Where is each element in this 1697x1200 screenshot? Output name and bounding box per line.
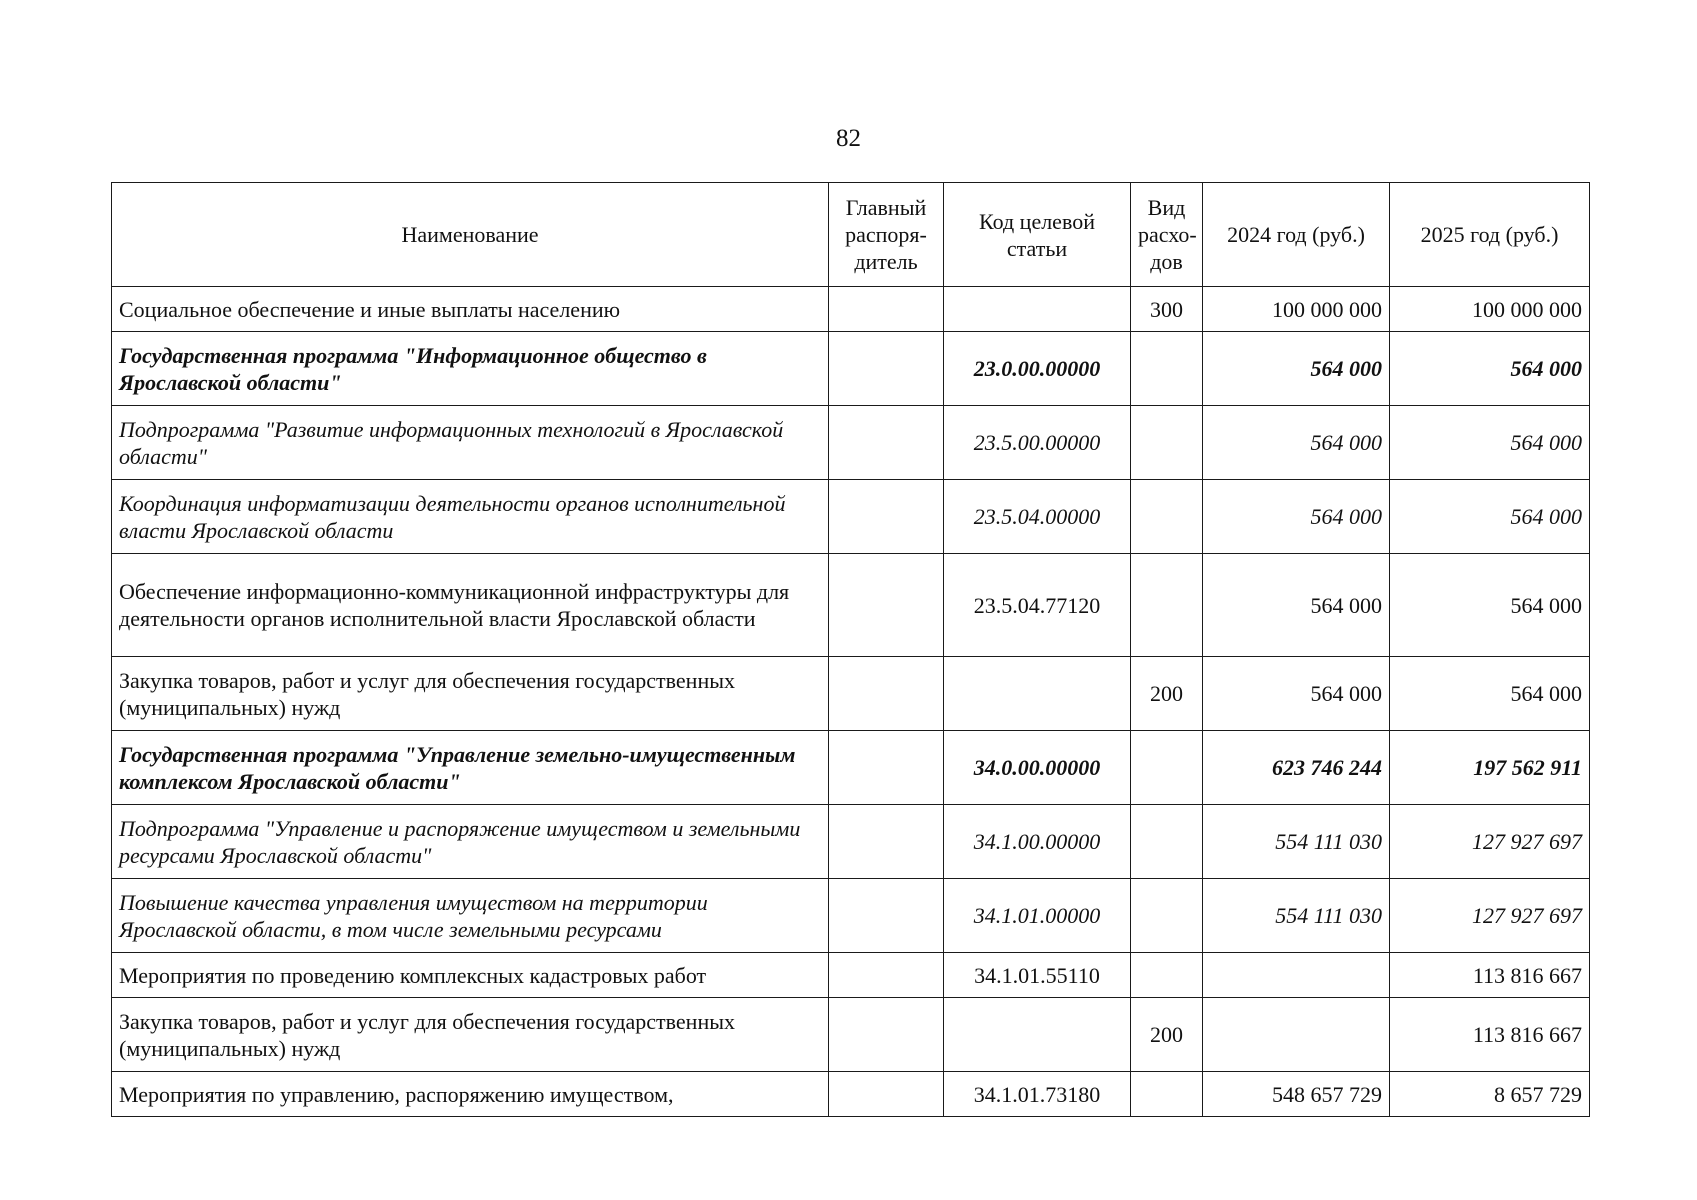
table-row bbox=[112, 406, 1590, 480]
cell-2024: 564 000 bbox=[1203, 554, 1390, 657]
cell-code: 34.1.01.55110 bbox=[944, 953, 1131, 998]
cell-2025: 564 000 bbox=[1390, 554, 1590, 657]
table-row bbox=[112, 554, 1590, 657]
cell-admin bbox=[829, 287, 944, 332]
cell-kind bbox=[1131, 879, 1203, 953]
cell-2025: 127 927 697 bbox=[1390, 805, 1590, 879]
cell-2025: 564 000 bbox=[1390, 332, 1590, 406]
cell-admin bbox=[829, 1072, 944, 1117]
cell-kind bbox=[1131, 332, 1203, 406]
cell-admin bbox=[829, 480, 944, 554]
cell-code bbox=[944, 287, 1131, 332]
cell-2025: 100 000 000 bbox=[1390, 287, 1590, 332]
cell-name: Подпрограмма "Развитие информационных технологий в Ярославской области" bbox=[112, 406, 829, 480]
cell-admin bbox=[829, 657, 944, 731]
cell-kind bbox=[1131, 731, 1203, 805]
cell-2025: 564 000 bbox=[1390, 480, 1590, 554]
cell-admin bbox=[829, 731, 944, 805]
cell-name: Закупка товаров, работ и услуг для обеспечения государственных (муниципальных) нужд bbox=[112, 998, 829, 1072]
cell-kind bbox=[1131, 953, 1203, 998]
column-header-code: Код целевой статьи bbox=[944, 183, 1131, 287]
cell-admin bbox=[829, 554, 944, 657]
cell-2025: 113 816 667 bbox=[1390, 953, 1590, 998]
table-row bbox=[112, 879, 1590, 953]
page-number: 82 bbox=[836, 125, 861, 152]
table-row bbox=[112, 953, 1590, 998]
cell-admin bbox=[829, 879, 944, 953]
cell-name: Мероприятия по проведению комплексных кадастровых работ bbox=[112, 953, 829, 998]
table-row bbox=[112, 480, 1590, 554]
cell-name: Мероприятия по управлению, распоряжению имуществом, bbox=[112, 1072, 829, 1117]
cell-kind bbox=[1131, 805, 1203, 879]
cell-admin bbox=[829, 953, 944, 998]
cell-name: Координация информатизации деятельности органов исполнительной власти Ярославской области bbox=[112, 480, 829, 554]
table-row bbox=[112, 332, 1590, 406]
cell-2025: 564 000 bbox=[1390, 406, 1590, 480]
cell-name: Повышение качества управления имуществом на территории Ярославской области, в том числе земельными ресурсами bbox=[112, 879, 829, 953]
cell-code: 23.5.04.77120 bbox=[944, 554, 1131, 657]
cell-kind bbox=[1131, 1072, 1203, 1117]
cell-2024: 548 657 729 bbox=[1203, 1072, 1390, 1117]
cell-2024 bbox=[1203, 998, 1390, 1072]
cell-code: 23.5.00.00000 bbox=[944, 406, 1131, 480]
cell-2024 bbox=[1203, 953, 1390, 998]
cell-kind bbox=[1131, 406, 1203, 480]
column-header-name: Наименование bbox=[112, 183, 829, 287]
cell-admin bbox=[829, 805, 944, 879]
cell-admin bbox=[829, 332, 944, 406]
table-row bbox=[112, 287, 1590, 332]
cell-2024: 564 000 bbox=[1203, 480, 1390, 554]
cell-kind bbox=[1131, 554, 1203, 657]
cell-kind bbox=[1131, 480, 1203, 554]
cell-2025: 8 657 729 bbox=[1390, 1072, 1590, 1117]
cell-2025: 127 927 697 bbox=[1390, 879, 1590, 953]
column-header-2025: 2025 год (руб.) bbox=[1390, 183, 1590, 287]
cell-name: Закупка товаров, работ и услуг для обеспечения государственных (муниципальных) нужд bbox=[112, 657, 829, 731]
cell-2024: 100 000 000 bbox=[1203, 287, 1390, 332]
cell-name: Социальное обеспечение и иные выплаты населению bbox=[112, 287, 829, 332]
cell-2025: 197 562 911 bbox=[1390, 731, 1590, 805]
cell-2025: 113 816 667 bbox=[1390, 998, 1590, 1072]
cell-kind: 200 bbox=[1131, 657, 1203, 731]
cell-2024: 623 746 244 bbox=[1203, 731, 1390, 805]
cell-2024: 564 000 bbox=[1203, 657, 1390, 731]
cell-code: 23.0.00.00000 bbox=[944, 332, 1131, 406]
table-header-row bbox=[112, 183, 1590, 287]
column-header-admin: Главный распоря-дитель bbox=[829, 183, 944, 287]
cell-code bbox=[944, 998, 1131, 1072]
table-row bbox=[112, 805, 1590, 879]
cell-code: 34.0.00.00000 bbox=[944, 731, 1131, 805]
cell-2024: 554 111 030 bbox=[1203, 879, 1390, 953]
table-row bbox=[112, 998, 1590, 1072]
cell-kind: 300 bbox=[1131, 287, 1203, 332]
table-row bbox=[112, 657, 1590, 731]
cell-2024: 564 000 bbox=[1203, 332, 1390, 406]
cell-name: Подпрограмма "Управление и распоряжение имуществом и земельными ресурсами Ярославской области" bbox=[112, 805, 829, 879]
table-row bbox=[112, 731, 1590, 805]
column-header-2024: 2024 год (руб.) bbox=[1203, 183, 1390, 287]
cell-code: 23.5.04.00000 bbox=[944, 480, 1131, 554]
cell-2024: 554 111 030 bbox=[1203, 805, 1390, 879]
cell-code: 34.1.01.73180 bbox=[944, 1072, 1131, 1117]
column-header-kind: Вид расхо-дов bbox=[1131, 183, 1203, 287]
cell-code bbox=[944, 657, 1131, 731]
cell-code: 34.1.00.00000 bbox=[944, 805, 1131, 879]
cell-2024: 564 000 bbox=[1203, 406, 1390, 480]
cell-kind: 200 bbox=[1131, 998, 1203, 1072]
budget-table bbox=[111, 182, 1590, 1117]
cell-2025: 564 000 bbox=[1390, 657, 1590, 731]
cell-code: 34.1.01.00000 bbox=[944, 879, 1131, 953]
cell-admin bbox=[829, 998, 944, 1072]
cell-name: Обеспечение информационно-коммуникационной инфраструктуры для деятельности органов исполнительной власти Ярославской области bbox=[112, 554, 829, 657]
cell-admin bbox=[829, 406, 944, 480]
cell-name: Государственная программа "Информационное общество в Ярославской области" bbox=[112, 332, 829, 406]
cell-name: Государственная программа "Управление земельно-имущественным комплексом Ярославской области" bbox=[112, 731, 829, 805]
table-row bbox=[112, 1072, 1590, 1117]
